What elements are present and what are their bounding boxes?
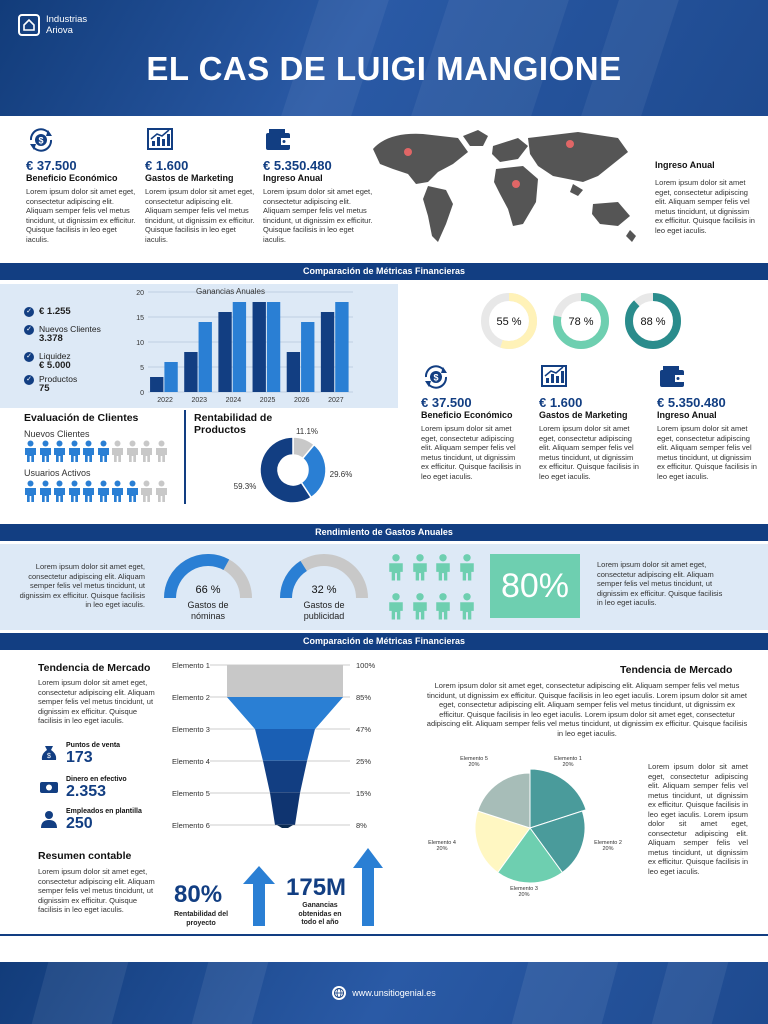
person-icon	[459, 591, 477, 626]
gastos-left-text: Lorem ipsum dolor sit amet eget, consectetur adipiscing elit. Aliquam semper felis vel metus tincidunt, ut dignissim ex efficitur. Quisque facilisis in leo eget iaculis.	[19, 562, 145, 609]
check-icon: ✓	[24, 307, 34, 317]
person-icon	[140, 449, 155, 466]
wallet-icon	[263, 125, 293, 155]
kpi-value: € 1.600	[145, 158, 189, 173]
stat-value: 250	[66, 815, 93, 832]
kpi-text: Lorem ipsum dolor sit amet eget, consectetur adipiscing elit. Aliquam semper felis vel metus tincidunt, ut dignissim ex efficitur. Quisque facilisis in leo eget iaculis.	[26, 187, 136, 244]
pie-label: Elemento 5 20%	[460, 756, 488, 768]
money-bag-icon	[38, 742, 60, 769]
kpi-label: Beneficio Económico	[421, 410, 513, 420]
mid-kpi-card	[657, 362, 757, 481]
section-band-2: Rendimiento de Gastos Anuales	[0, 524, 768, 541]
check-value: € 5.000	[39, 360, 71, 371]
section-band-1: Comparación de Métricas Financieras	[0, 263, 768, 280]
person-icon	[412, 591, 430, 626]
kpi-label: Ingreso Anual	[263, 173, 323, 183]
pie-label: Elemento 3 20%	[510, 886, 538, 898]
kpi-value: € 37.500	[26, 158, 77, 173]
progress-ring	[624, 292, 682, 350]
y-tick-label: 20	[136, 290, 144, 297]
funnel-segment	[270, 793, 300, 825]
stat-label: Puntos de venta	[66, 742, 121, 749]
person-icon	[126, 489, 141, 506]
donut-chart	[225, 422, 360, 507]
kpi-value: € 37.500	[421, 395, 472, 410]
clientes-title: Evaluación de Clientes	[24, 412, 139, 424]
y-tick-label: 15	[136, 315, 144, 322]
svg-text:$: $	[433, 372, 439, 383]
rentabilidad-title: Rentabilidad de Productos	[194, 412, 273, 436]
bar	[164, 362, 177, 392]
funnel-label: Elemento 1	[172, 661, 210, 670]
pie-label: Elemento 2 20%	[594, 840, 622, 852]
person-icon	[97, 449, 112, 466]
person-icon	[82, 449, 97, 466]
bar	[184, 352, 197, 392]
employee-icon	[38, 808, 60, 835]
bar	[321, 312, 334, 392]
check-value: 75	[39, 383, 50, 394]
person-icon	[97, 489, 112, 506]
kpi-text: Lorem ipsum dolor sit amet eget, consectetur adipiscing elit. Aliquam semper felis vel metus tincidunt, ut dignissim ex efficitur. Quisque facilisis in leo eget iaculis.	[145, 187, 255, 244]
world-map	[368, 124, 643, 249]
stat-value: 2.353	[66, 783, 107, 800]
kpi-label: Gastos de Marketing	[539, 410, 628, 420]
check-value: 3.378	[39, 333, 63, 344]
bar	[150, 377, 163, 392]
house-icon	[18, 14, 40, 36]
people-row-2	[24, 480, 169, 507]
arrow-up-icon	[243, 866, 275, 926]
ring-label: 55 %	[496, 316, 522, 328]
person-icon	[155, 449, 170, 466]
person-icon	[39, 489, 54, 506]
globe-icon	[332, 986, 346, 1000]
map-pin-icon	[404, 148, 412, 156]
people-row-1	[24, 440, 169, 467]
funnel-pct: 85%	[356, 693, 372, 702]
check-item	[24, 324, 101, 344]
check-item	[24, 306, 71, 317]
y-tick-label: 0	[140, 390, 144, 397]
x-tick-label: 2027	[328, 397, 344, 404]
x-tick-label: 2026	[293, 397, 310, 404]
x-tick-label: 2025	[259, 397, 276, 404]
funnel-pct: 100%	[356, 661, 376, 670]
kpi-text: Lorem ipsum dolor sit amet eget, consectetur adipiscing elit. Aliquam semper felis vel metus tincidunt, ut dignissim ex efficitur. Quisque facilisis in leo eget iaculis.	[263, 187, 373, 244]
x-tick-label: 2023	[191, 397, 208, 404]
kpi-text: Lorem ipsum dolor sit amet eget, consectetur adipiscing elit. Aliquam semper felis vel metus tincidunt, ut dignissim ex efficitur. Quisque facilisis in leo eget iaculis.	[657, 424, 757, 481]
kpi-label: Gastos de Marketing	[145, 173, 234, 183]
dollar-refresh-icon	[421, 362, 451, 392]
footer	[0, 962, 768, 1024]
check-icon: ✓	[24, 325, 34, 335]
stat-item	[38, 742, 120, 769]
check-label: Productos	[39, 374, 78, 384]
person-icon	[39, 449, 54, 466]
mid-kpi-card	[539, 362, 639, 481]
person-icon	[68, 489, 83, 506]
funnel-segment	[255, 729, 315, 761]
tendencia-side-text: Lorem ipsum dolor sit amet eget, consectetur adipiscing elit. Aliquam semper felis vel metus tincidunt, ut dignissim ex efficitur. Quisque facilisis in leo eget iaculis. Lorem ipsum dolor sit amet eget, consectetur adipiscing elit. Aliquam semper felis vel metus tincidunt, ut dignissim ex efficitur. Quisque facilisis in leo eget iaculis.	[648, 762, 748, 876]
arrow-up-icon	[353, 848, 383, 926]
tendencia-left-text: Lorem ipsum dolor sit amet eget, consectetur adipiscing elit. Aliquam semper felis vel metus tincidunt, ut dignissim ex efficitur. Quisque facilisis in leo eget iaculis.	[38, 678, 155, 725]
funnel-label: Elemento 6	[172, 821, 210, 830]
logo-line2: Ariova	[46, 25, 73, 36]
funnel-pct: 15%	[356, 789, 372, 798]
person-icon	[68, 449, 83, 466]
ring-label: 78 %	[568, 316, 594, 328]
resumen-title: Resumen contable	[38, 850, 132, 862]
funnel-pct: 8%	[356, 821, 367, 830]
bar	[301, 322, 314, 392]
slice-label: 29.6%	[329, 470, 353, 479]
divider	[0, 934, 768, 936]
person-icon	[459, 552, 477, 587]
kpi-label: Ingreso Anual	[657, 410, 717, 420]
row1-label: Nuevos Clientes	[24, 429, 90, 439]
x-tick-label: 2024	[225, 397, 242, 404]
kpi-card	[145, 125, 257, 244]
stat-label: Dinero en efectivo	[66, 776, 127, 783]
footer-link[interactable]	[0, 962, 768, 1024]
map-pin-icon	[566, 140, 574, 148]
person-icon	[111, 449, 126, 466]
person-icon	[435, 591, 453, 626]
bar	[287, 352, 300, 392]
funnel-label: Elemento 5	[172, 789, 210, 798]
stat-value: 173	[66, 749, 93, 766]
person-icon	[388, 591, 406, 626]
gauge2-label: 32 %	[311, 584, 337, 596]
mid-kpi-card	[421, 362, 521, 481]
resumen-c2: Ganancias obtenidas en todo el año	[298, 902, 342, 926]
company-logo[interactable]	[18, 14, 87, 36]
person-icon	[412, 552, 430, 587]
stat-label: Empleados en plantilla	[66, 808, 142, 815]
y-tick-label: 10	[136, 340, 144, 347]
wallet-icon	[657, 362, 687, 392]
section-band-3: Comparación de Métricas Financieras	[0, 633, 768, 650]
funnel-segment	[277, 825, 293, 828]
slice-label: 59.3%	[233, 482, 257, 491]
bar	[233, 302, 246, 392]
kpi-text: Lorem ipsum dolor sit amet eget, consectetur adipiscing elit. Aliquam semper felis vel metus tincidunt, ut dignissim ex efficitur. Quisque facilisis in leo eget iaculis.	[539, 424, 639, 481]
gauge2-caption: Gastos de publicidad	[303, 600, 345, 621]
check-item	[24, 374, 77, 394]
kpi-text: Lorem ipsum dolor sit amet eget, consectetur adipiscing elit. Aliquam semper felis vel metus tincidunt, ut dignissim ex efficitur. Quisque facilisis in leo eget iaculis.	[421, 424, 521, 481]
bar-chart-icon	[145, 125, 175, 155]
funnel-segment	[263, 761, 307, 793]
resumen-n1: 80%	[174, 881, 223, 908]
map-label: Ingreso Anual	[655, 160, 715, 170]
bar	[335, 302, 348, 392]
funnel-label: Elemento 2	[172, 693, 210, 702]
kpi-label: Beneficio Económico	[26, 173, 118, 183]
cash-icon	[38, 776, 60, 803]
check-label: € 1.255	[39, 306, 71, 317]
y-tick-label: 5	[140, 365, 144, 372]
chart-title: Ganancias Anuales	[196, 287, 265, 296]
gauge1-caption: Gastos de nóminas	[187, 600, 229, 621]
bar	[218, 312, 231, 392]
footer-url: www.unsitiogenial.es	[352, 988, 436, 998]
slice-label: 11.1%	[295, 427, 319, 436]
stat-item	[38, 808, 142, 835]
person-icon	[388, 552, 406, 587]
kpi-card	[26, 125, 138, 244]
bar	[267, 302, 280, 392]
ring-label: 88 %	[640, 316, 666, 328]
check-label: Liquidez	[39, 351, 71, 361]
funnel-pct: 25%	[356, 757, 372, 766]
gauge1-label: 66 %	[195, 584, 221, 596]
bar-chart	[130, 286, 360, 406]
funnel-label: Elemento 3	[172, 725, 210, 734]
person-icon	[24, 449, 39, 466]
dollar-refresh-icon	[26, 125, 56, 155]
bar-chart-icon	[539, 362, 569, 392]
pie-chart	[420, 752, 640, 902]
pie-label: Elemento 4 20%	[428, 840, 456, 852]
person-icon	[140, 489, 155, 506]
map-pin-icon	[512, 180, 520, 188]
svg-text:$: $	[38, 135, 44, 146]
divider	[184, 410, 186, 504]
tendencia-right-title: Tendencia de Mercado	[620, 664, 733, 676]
map-text: Lorem ipsum dolor sit amet eget, consectetur adipiscing elit. Aliquam semper felis vel metus tincidunt, ut dignissim ex efficitur. Quisque facilisis in leo eget iaculis.	[655, 178, 755, 235]
resumen-text: Lorem ipsum dolor sit amet eget, consectetur adipiscing elit. Aliquam semper felis vel metus tincidunt, ut dignissim ex efficitur. Quisque facilisis in leo eget iaculis.	[38, 867, 155, 914]
big-percentage: 80%	[490, 554, 580, 618]
row2-label: Usuarios Activos	[24, 468, 91, 478]
x-tick-label: 2022	[157, 397, 173, 404]
kpi-value: € 1.600	[539, 395, 583, 410]
person-icon	[53, 489, 68, 506]
resumen-n2: 175M	[286, 874, 347, 901]
gastos-right-text: Lorem ipsum dolor sit amet eget, consectetur adipiscing elit. Aliquam semper felis vel metus tincidunt, ut dignissim ex efficitur. Quisque facilisis in leo eget iaculis.	[597, 560, 723, 607]
person-icon	[24, 489, 39, 506]
funnel-segment	[227, 697, 343, 729]
kpi-value: € 5.350.480	[263, 158, 332, 173]
person-icon	[111, 489, 126, 506]
tendencia-left-title: Tendencia de Mercado	[38, 662, 151, 674]
person-icon	[53, 449, 68, 466]
bar	[253, 302, 266, 392]
check-label: Nuevos Clientes	[39, 324, 101, 334]
check-icon: ✓	[24, 352, 34, 362]
progress-ring	[480, 292, 538, 350]
check-item	[24, 351, 71, 371]
svg-text:$: $	[47, 753, 51, 760]
person-icon	[435, 552, 453, 587]
page-title: EL CAS DE LUIGI MANGIONE	[146, 50, 622, 87]
person-icon	[126, 449, 141, 466]
pie-label: Elemento 1 20%	[554, 756, 582, 768]
stat-item	[38, 776, 127, 803]
kpi-card	[263, 125, 375, 244]
funnel-segment	[227, 665, 343, 697]
funnel-label: Elemento 4	[172, 757, 210, 766]
bar	[199, 322, 212, 392]
check-icon: ✓	[24, 375, 34, 385]
progress-ring	[552, 292, 610, 350]
funnel-pct: 47%	[356, 725, 372, 734]
kpi-value: € 5.350.480	[657, 395, 726, 410]
person-icon	[82, 489, 97, 506]
header-banner	[0, 0, 768, 116]
resumen-c1: Rentabilidad del proyecto	[173, 911, 229, 927]
funnel-chart	[170, 660, 410, 832]
logo-line1: Industrias	[46, 14, 88, 25]
person-icon	[155, 489, 170, 506]
tendencia-right-text: Lorem ipsum dolor sit amet eget, consectetur adipiscing elit. Aliquam semper felis vel metus tincidunt, ut dignissim ex efficitur. Quisque facilisis in leo eget iaculis. Lorem ipsum dolor sit amet eget, consectetur adipiscing elit. Aliquam semper felis vel metus tincidunt, ut dignissim ex efficitur. Quisque facilisis in leo eget iaculis. Lorem ipsum dolor sit amet eget, consectetur adipiscing elit. Aliquam semper felis vel metus tincidunt, ut dignissim ex efficitur. Quisque facilisis in leo eget iaculis.	[426, 681, 748, 738]
